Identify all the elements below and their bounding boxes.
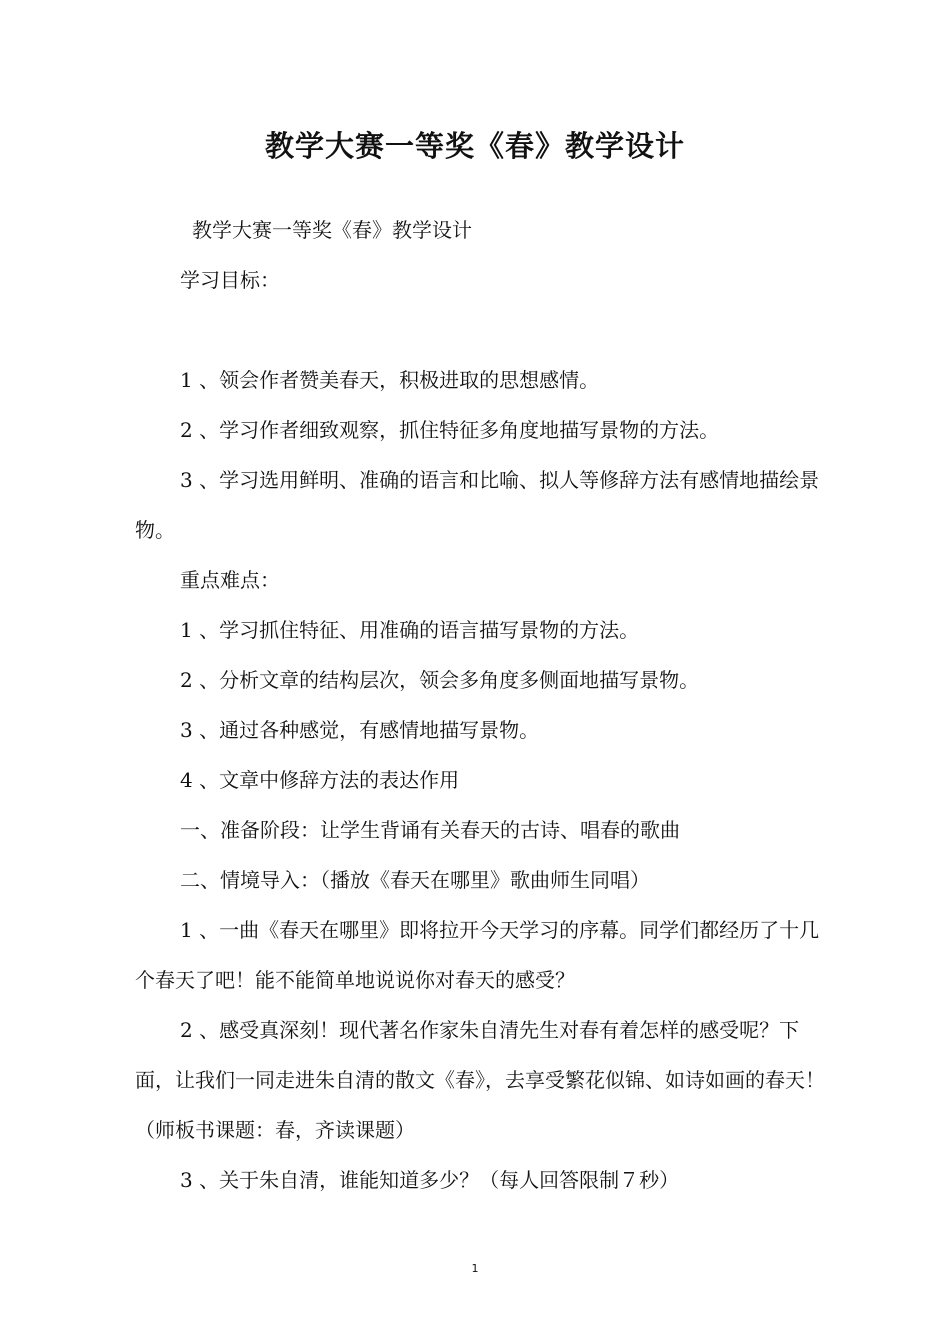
blank-line [135,305,825,355]
page-number: 1 [471,1262,479,1275]
document-subtitle: 教学大赛一等奖《春》教学设计 [192,218,472,242]
key-point-item: 3 、通过各种感觉，有感情地描写景物。 [180,718,540,742]
document-body [135,205,825,1205]
key-point-item: 1 、学习抓住特征、用准确的语言描写景物的方法。 [180,618,640,642]
objective-item: 2 、学习作者细致观察，抓住特征多角度地描写景物的方法。 [180,418,720,442]
stage-one: 一、准备阶段：让学生背诵有关春天的古诗、唱春的歌曲 [180,818,680,842]
stage-two: 二、情境导入：（播放《春天在哪里》歌曲师生同唱） [180,868,650,892]
key-point-item: 2 、分析文章的结构层次，领会多角度多侧面地描写景物。 [180,668,700,692]
key-point-item: 4 、文章中修辞方法的表达作用 [180,768,460,792]
objective-item: 3 、学习选用鲜明、准确的语言和比喻、拟人等修辞方法有感情地描绘景物。 [135,468,820,542]
stage-two-item: 1 、一曲《春天在哪里》即将拉开今天学习的序幕。同学们都经历了十几个春天了吧！能不能简单地说说你对春天的感受？ [135,918,820,992]
objective-item: 1 、领会作者赞美春天，积极进取的思想感情。 [180,368,600,392]
document-title: 教学大赛一等奖《春》教学设计 [264,129,685,163]
key-points-heading: 重点难点： [180,568,280,592]
stage-two-item: 2 、感受真深刻！现代著名作家朱自清先生对春有着怎样的感受呢？下面，让我们一同走进朱自清的散文《春》，去享受繁花似锦、如诗如画的春天！（师板书课题：春，齐读课题） [135,1018,825,1142]
objectives-heading: 学习目标： [180,268,280,292]
stage-two-item: 3 、关于朱自清，谁能知道多少？（每人回答限制７秒） [180,1168,680,1192]
